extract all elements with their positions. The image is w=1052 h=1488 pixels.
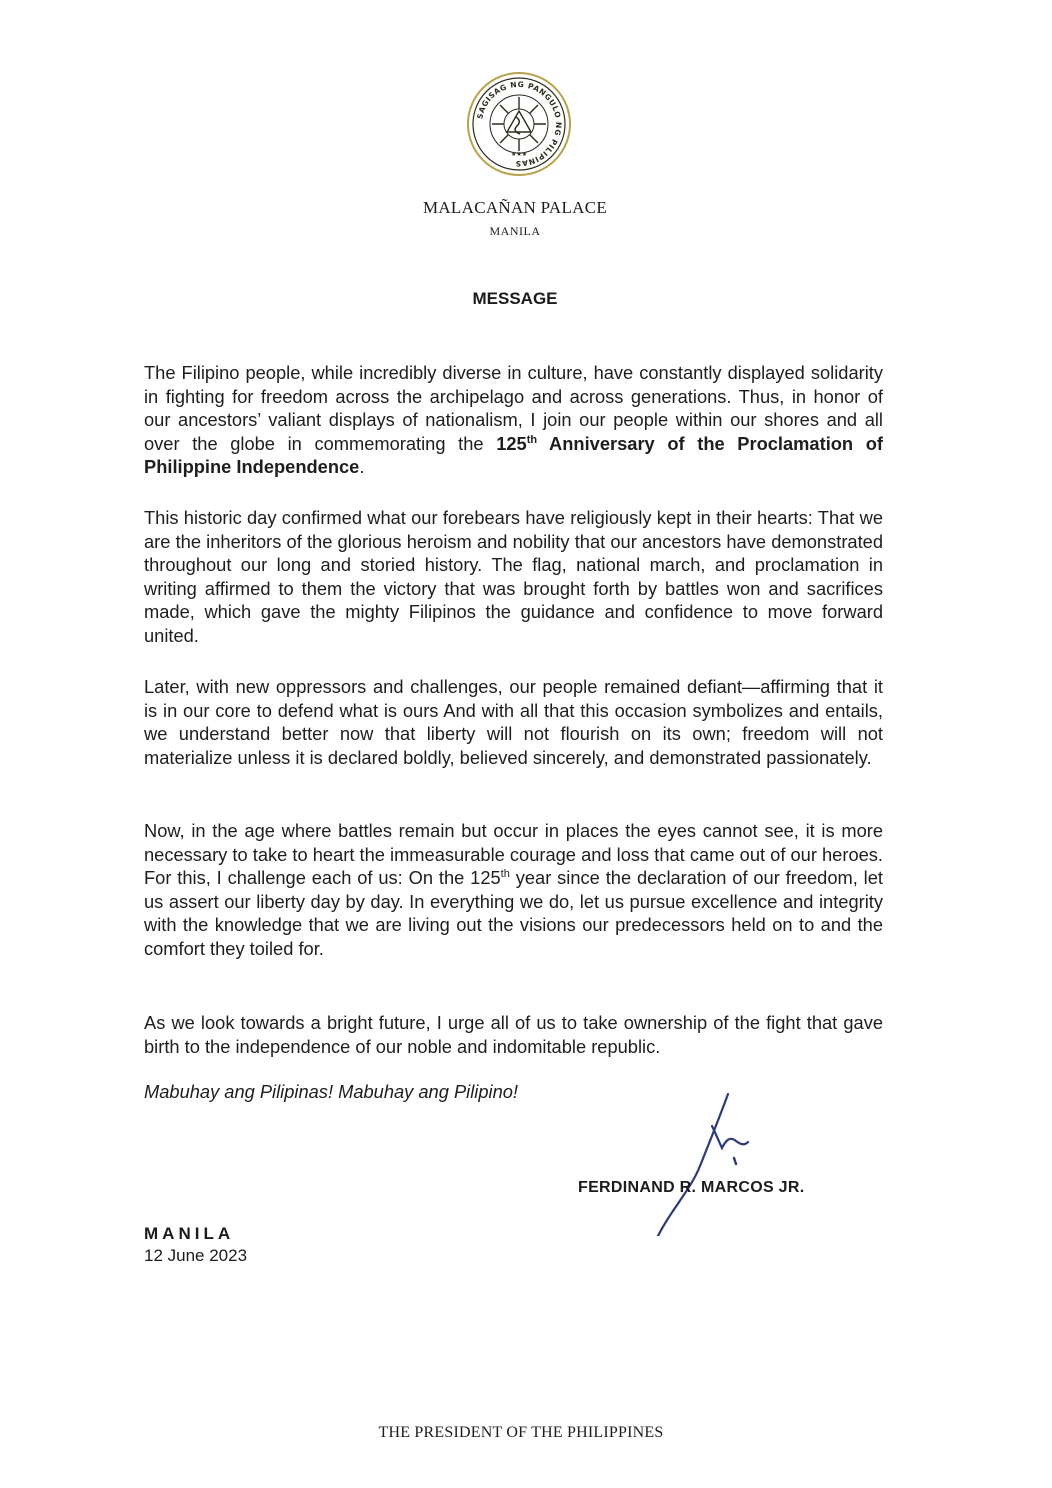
place-line: MANILA [144, 1224, 235, 1243]
paragraph-4-text-a: Now, in the age where battles remain but occur in places the eyes cannot see, it is more necessary to take to heart the immeasurable courage and loss that came out of our heroes. For this, I challenge each of us: On the 125 [144, 820, 883, 889]
signature [640, 1086, 760, 1236]
palace-city: MANILA [489, 224, 541, 238]
svg-text:★★★: ★★★ [511, 151, 528, 158]
document-title: MESSAGE [472, 289, 558, 308]
paragraph-4 [144, 819, 883, 961]
date-line: 12 June 2023 [144, 1246, 248, 1265]
presidential-seal [466, 71, 572, 177]
ordinal-suffix: th [500, 868, 510, 881]
ordinal-suffix: th [526, 433, 538, 446]
paragraph-1-text: The Filipino people, while incredibly diverse in culture, have constantly displayed solidarity in fighting for freedom across the archipelago and across generations. Thus, in honor of our ancestors’ valiant displays of nationalism, I join our people within our shores and all over the globe in commemorating the [144, 362, 883, 454]
paragraph-1 [144, 361, 883, 479]
paragraph-4-text-b: year since the declaration of our freedom, let us assert our liberty day by day. In everything we do, let us pursue excellence and integrity with the knowledge that we are living out the visions our predecessors held on to and the comfort they toiled for. [144, 867, 883, 959]
paragraph-1-end: . [359, 456, 365, 478]
anniversary-title: Anniversary of the Proclamation of Philippine Independence [144, 432, 883, 478]
closing-salutation: Mabuhay ang Pilipinas! Mabuhay ang Pilipino! [144, 1081, 518, 1102]
palace-name: MALACAÑAN PALACE [422, 198, 608, 217]
paragraph-2: This historic day confirmed what our forebears have religiously kept in their hearts: That we are the inheritors of the glorious heroism and nobility that our ancestors have demonstrated throughout our long and storied history. The flag, national march, and proclamation in writing affirmed to them the victory that was brought forth by battles won and sacrifices made, which gave the mighty Filipinos the guidance and confidence to move forward united. [144, 507, 883, 646]
paragraph-3: Later, with new oppressors and challenges, our people remained defiant—affirming that it is in our core to defend what is ours And with all that this occasion symbolizes and entails, we understand better now that liberty will not flourish on its own; freedom will not materialize unless it is declared boldly, believed sincerely, and demonstrated passionately. [144, 676, 883, 768]
signatory-name: FERDINAND R. MARCOS JR. [578, 1179, 805, 1196]
paragraph-5: As we look towards a bright future, I urge all of us to take ownership of the fight that gave birth to the independence of our noble and indomitable republic. [144, 1012, 883, 1057]
seal-text: SAGISAG NG PANGULO NG PILIPINAS [475, 79, 564, 169]
footer-title: THE PRESIDENT OF THE PHILIPPINES [378, 1424, 664, 1441]
anniversary-number: 125 [496, 432, 527, 454]
